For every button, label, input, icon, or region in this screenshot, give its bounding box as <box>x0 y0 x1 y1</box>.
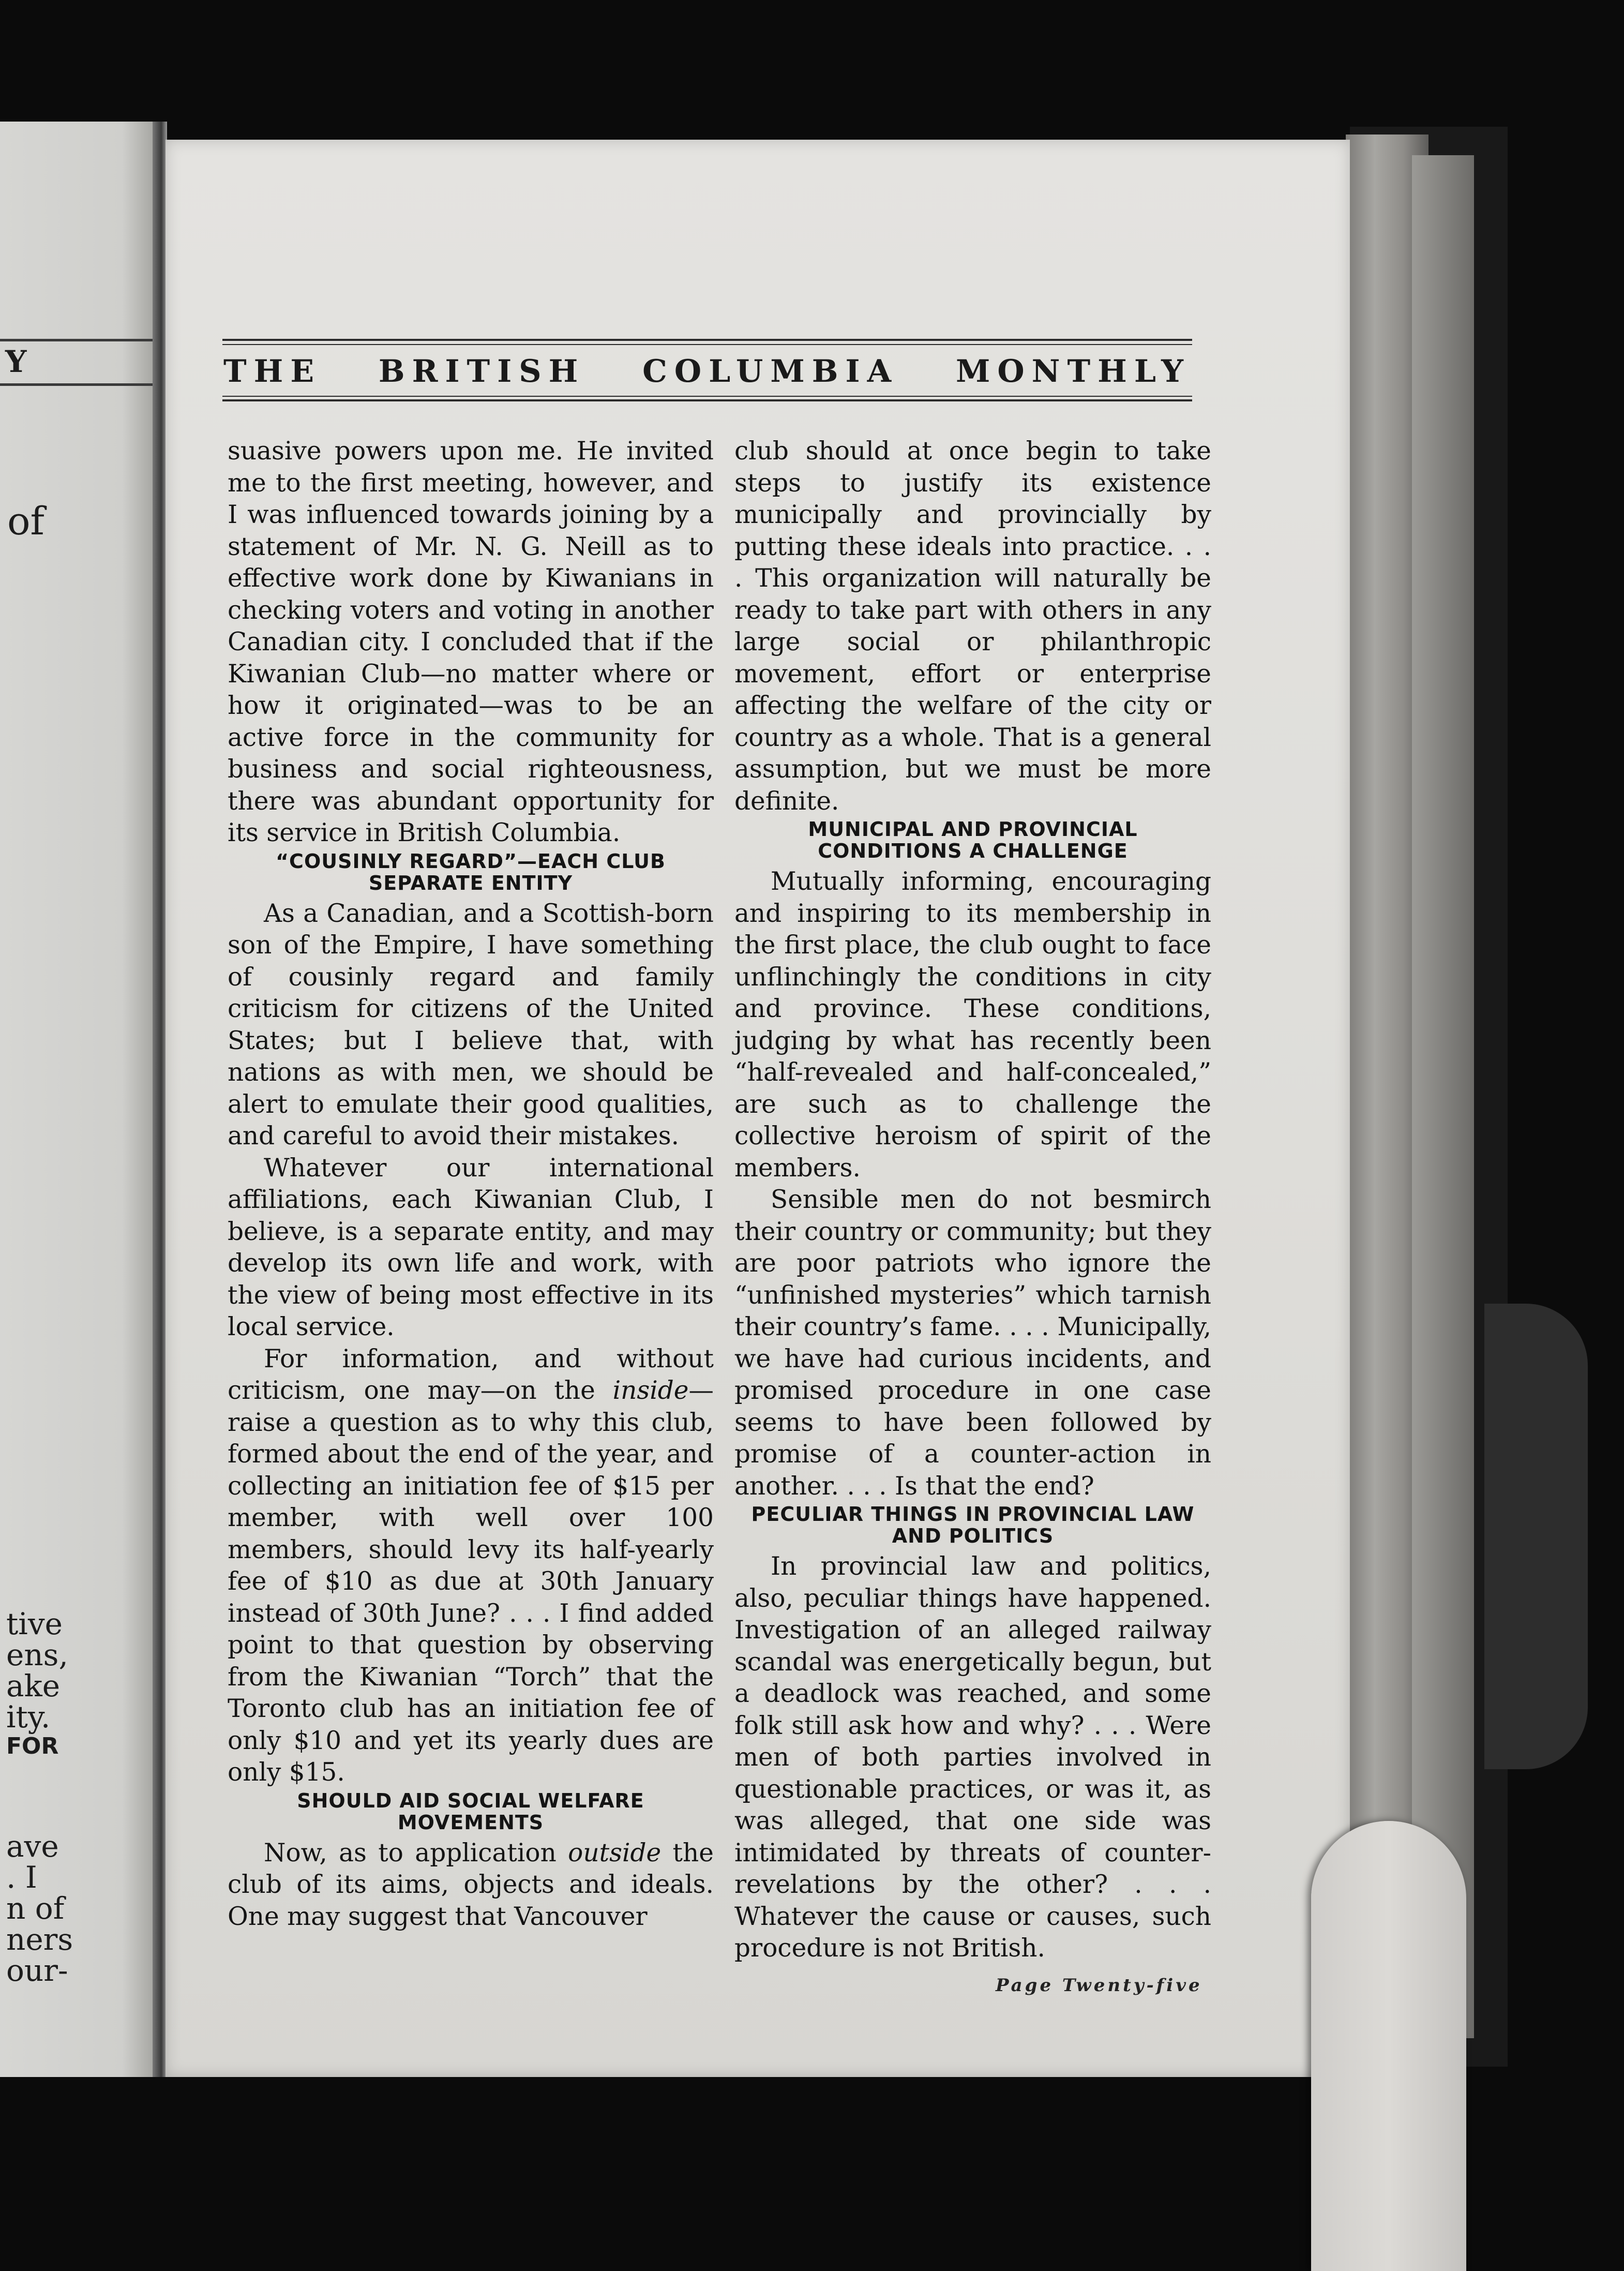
masthead-word: THE <box>223 353 322 390</box>
text-run: the club of its aims, objects and ideals. One may suggest that Vancouver <box>228 1838 714 1931</box>
prev-fragment: n of <box>6 1891 65 1926</box>
bookmark-tab-shadow <box>1484 1304 1588 1769</box>
paragraph: Mutually informing, encouraging and inspiring to its membership in the first place, the club ought to face unflinchingly the conditions in city and province. These conditions, judging by what has recently been “half-revealed and half-concealed,” are such as to challenge the collective heroism of spirit of the members. <box>734 867 1211 1183</box>
paragraph: Sensible men do not besmirch their country or community; but they are poor patriots who ignore the “unfinished mysteries” which tarnish their country’s fame. . . . Municipally, we have had curious incidents, and promised procedure in one case seems to have been followed by promise of a counter-action in another. . . . Is that the end? <box>734 1185 1211 1501</box>
section-heading: MUNICIPAL AND PROVINCIAL CONDITIONS A CHALLENGE <box>808 818 1138 862</box>
prev-fragment: ake <box>6 1668 61 1704</box>
prev-fragment: of <box>7 499 44 544</box>
paragraph: Whatever our international affiliations, each Kiwanian Club, I believe, is a separate entity, and may develop its own life and work, with the view of being most effective in its local service. <box>228 1153 714 1341</box>
page-holder-clip <box>1311 1821 1466 2271</box>
masthead-word: MONTHLY <box>955 353 1191 390</box>
text-run: For information, and without criticism, one may—on the <box>228 1344 714 1405</box>
emphasis: outside <box>568 1838 661 1867</box>
left-column <box>228 436 714 1933</box>
masthead-rule-top <box>222 339 1192 341</box>
previous-page <box>0 122 153 2077</box>
text-run: Now, as to application <box>264 1838 568 1867</box>
previous-page-rule <box>0 383 153 386</box>
text-run: — raise a question as to why this club, formed about the end of the year, and collecting an initiation fee of $15 per member, with well over 100 members, should levy its half-yearly fee of $10 as due at 30th January instead of 30th June? . . . I find added point to that question by observing from the Kiwanian “Torch” that the Toronto club has an initiation fee of only $10 and yet its yearly dues are only $15. <box>228 1376 714 1787</box>
prev-fragment: our- <box>6 1953 68 1988</box>
section-heading: SHOULD AID SOCIAL WELFARE MOVEMENTS <box>297 1789 644 1834</box>
masthead-word: COLUMBIA <box>642 353 899 390</box>
prev-fragment: tive <box>6 1606 63 1641</box>
prev-fragment: Y <box>5 344 32 379</box>
prev-fragment: FOR <box>6 1733 59 1759</box>
paragraph: club should at once begin to take steps to justify its existence municipally and provincially by putting these ideals into practice. . . . This organization will naturally be ready to take part with others in any large social or philanthropic movement, effort or enterprise affecting the welfare of the city or country as a whole. That is a general assumption, but we must be more definite. <box>734 437 1211 816</box>
section-heading: “COUSINLY REGARD”—EACH CLUB SEPARATE ENTITY <box>276 849 666 894</box>
emphasis: inside <box>612 1376 689 1405</box>
prev-fragment: . I <box>6 1860 37 1895</box>
paragraph <box>228 1343 714 1789</box>
page-block-edge-inner <box>1412 155 1474 2038</box>
paragraph: In provincial law and politics, also, peculiar things have happened. Investigation of an alleged railway scandal was energetically begun, but a deadlock was reached, and some folk still ask how and why? . . . Were men of both parties involved in questionable practices, or was it, as was alleged, that one side was intimidated by threats of counter-revelations by the other? . . . Whatever the cause or causes, such procedure is not British. <box>734 1552 1211 1963</box>
page-number: Page Twenty-five <box>996 1975 1202 1996</box>
masthead-word: BRITISH <box>378 353 585 390</box>
masthead <box>223 351 1191 392</box>
masthead-rule-top-thin <box>222 344 1192 345</box>
paragraph: As a Canadian, and a Scottish-born son of the Empire, I have something of cousinly regard and family criticism for citizens of the United States; but I believe that, with nations as with men, we should be alert to emulate their good qualities, and careful to avoid their mistakes. <box>228 899 714 1151</box>
prev-fragment: ners <box>6 1922 73 1957</box>
right-column <box>734 436 1211 1965</box>
masthead-rule-bottom <box>222 399 1192 401</box>
section-heading: PECULIAR THINGS IN PROVINCIAL LAW AND POLITICS <box>751 1503 1195 1547</box>
paragraph: suasive powers upon me. He invited me to the first meeting, however, and I was influenced towards joining by a statement of Mr. N. G. Neill as to effective work done by Kiwanians in checking voters and voting in another Canadian city. I concluded that if the Kiwanian Club—no matter where or how it originated—was to be an active force in the community for business and social righteousness, there was abundant opportunity for its service in British Columbia. <box>228 437 714 847</box>
previous-page-rule <box>0 339 153 341</box>
prev-fragment: ity. <box>6 1699 51 1735</box>
prev-fragment: ens, <box>6 1637 68 1672</box>
masthead-rule-bottom-thin <box>222 396 1192 397</box>
book-gutter <box>153 122 167 2077</box>
prev-fragment: ave <box>6 1829 59 1864</box>
paragraph <box>228 1837 714 1933</box>
